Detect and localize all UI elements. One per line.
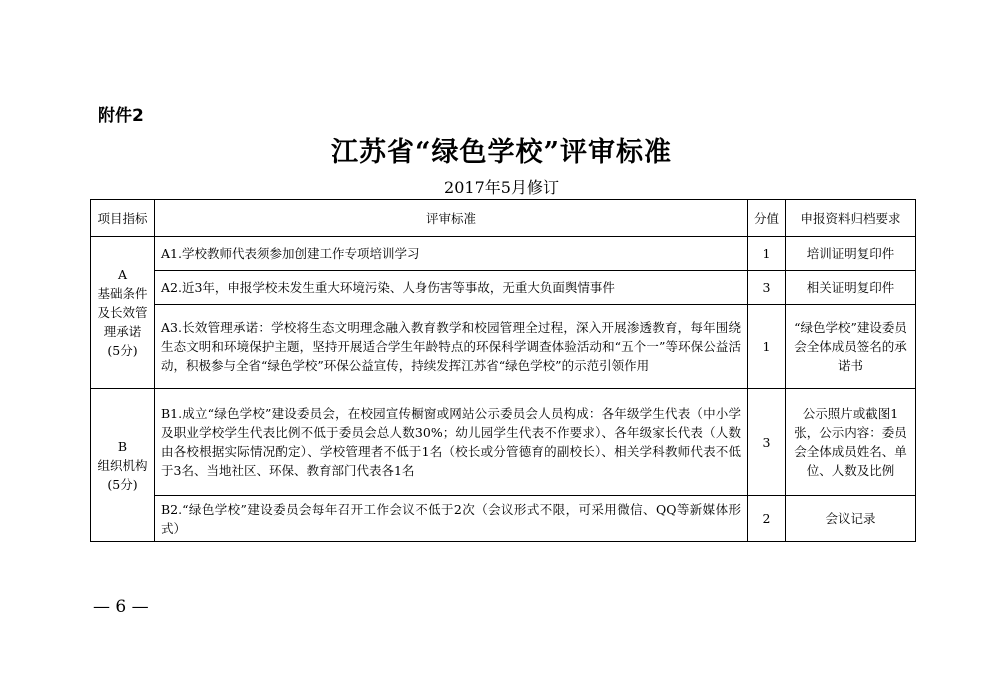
header-docs: 申报资料归档要求: [786, 200, 916, 237]
score-cell: 1: [748, 237, 786, 271]
docs-cell: 相关证明复印件: [786, 271, 916, 305]
category-line: A: [117, 267, 128, 282]
category-line: 基础条件: [97, 286, 148, 301]
table-row: [91, 389, 916, 496]
standard-cell: B1.成立“绿色学校”建设委员会，在校园宣传橱窗或网站公示委员会人员构成：各年级学生代表（中小学及职业学校学生代表比例不低于委员会总人数30%；幼儿园学生代表不作要求）、各年级家长代表（人数由各校根据实际情况酌定）、学校管理者不低于1名（校长或分管德育的副校长）、相关学科教师代表不低于3名、当地社区、环保、教育部门代表各1名: [155, 389, 748, 496]
revision-date: 2017年5月修订: [444, 178, 559, 197]
score-cell: 3: [748, 389, 786, 496]
docs-cell: “绿色学校”建设委员会全体成员签名的承诺书: [786, 305, 916, 389]
category-b: [91, 389, 155, 542]
table-row: [91, 271, 916, 305]
table-header-row: [91, 200, 916, 237]
attachment-label: 附件2: [98, 106, 144, 126]
score-cell: 3: [748, 271, 786, 305]
header-standard: 评审标准: [155, 200, 748, 237]
category-line: (5分): [107, 476, 138, 492]
table-row: [91, 237, 916, 271]
category-line: 理承诺: [103, 324, 142, 339]
docs-cell: 公示照片或截图1张，公示内容：委员会全体成员姓名、单位、人数及比例: [786, 389, 916, 496]
header-indicator: 项目指标: [91, 200, 155, 237]
category-line: B: [117, 438, 128, 454]
category-line: (5分): [107, 343, 138, 358]
standard-cell: A3.长效管理承诺：学校将生态文明理念融入教育教学和校园管理全过程，深入开展渗透教育，每年围绕生态文明和环境保护主题，坚持开展适合学生年龄特点的环保科学调查体验活动和“五个一”等环保公益活动，积极参与全省“绿色学校”环保公益宣传，持续发挥江苏省“绿色学校”的示范引领作用: [155, 305, 748, 389]
category-a: [91, 237, 155, 389]
page-number: — 6 —: [93, 597, 149, 617]
score-cell: 2: [748, 496, 786, 542]
docs-cell: 会议记录: [786, 496, 916, 542]
table-row: [91, 496, 916, 542]
score-cell: 1: [748, 305, 786, 389]
document-title: 江苏省“绿色学校”评审标准: [330, 137, 673, 168]
criteria-table: [90, 199, 916, 542]
standard-cell: A2.近3年，申报学校未发生重大环境污染、人身伤害等事故，无重大负面舆情事件: [155, 271, 748, 305]
category-line: 组织机构: [97, 457, 148, 473]
standard-cell: A1.学校教师代表须参加创建工作专项培训学习: [155, 237, 748, 271]
docs-cell: 培训证明复印件: [786, 237, 916, 271]
header-score: 分值: [748, 200, 786, 237]
standard-cell: B2.“绿色学校”建设委员会每年召开工作会议不低于2次（会议形式不限，可采用微信、QQ等新媒体形式）: [155, 496, 748, 542]
category-line: 及长效管: [97, 305, 148, 320]
table-row: [91, 305, 916, 389]
